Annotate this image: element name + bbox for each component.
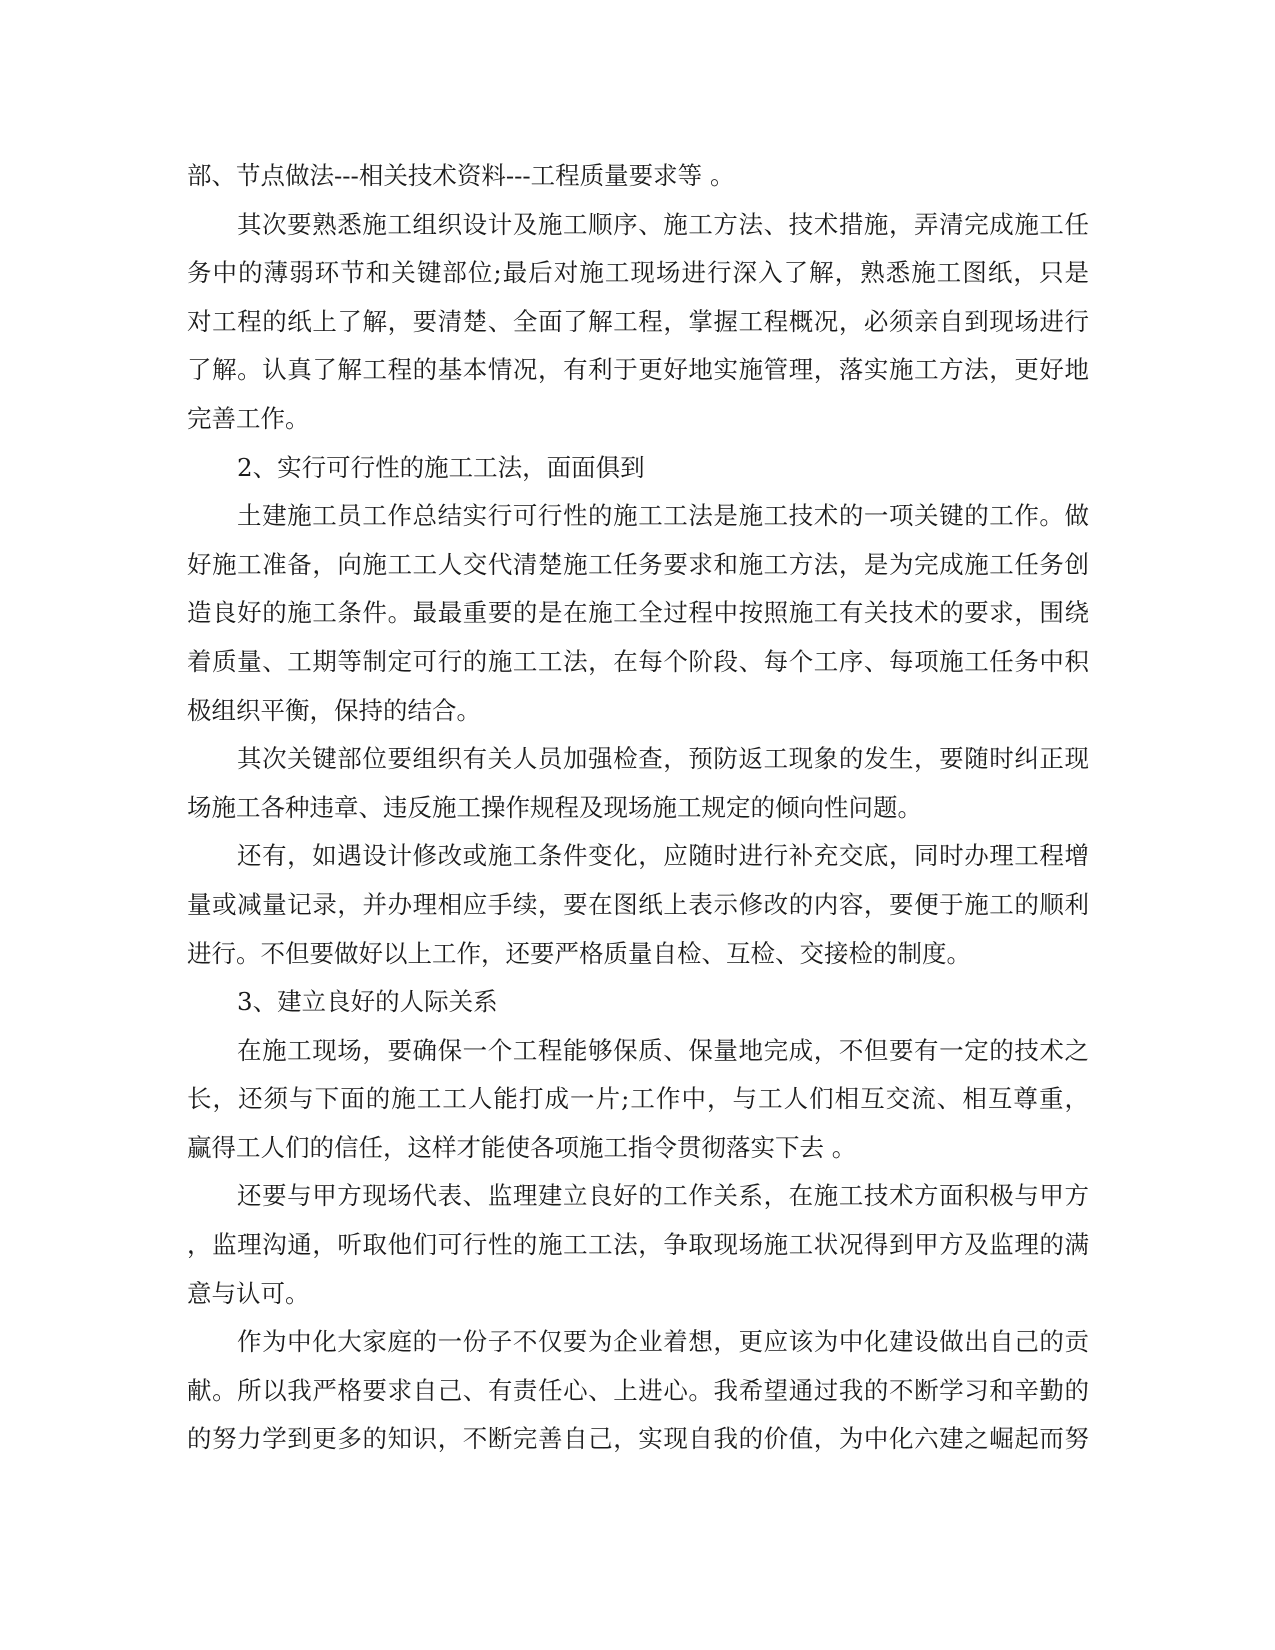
text-line: 完善工作。 xyxy=(187,403,310,433)
text-line: 场施工各种违章、违反施工操作规程及现场施工规定的倾向性问题。 xyxy=(187,792,922,822)
text-line: 2、实行可行性的施工工法，面面俱到 xyxy=(237,452,645,482)
text-line: 在施工现场，要确保一个工程能够保质、保量地完成，不但要有一定的技术之 xyxy=(237,1035,1089,1065)
text-line: 赢得工人们的信任，这样才能使各项施工指令贯彻落实下去 。 xyxy=(187,1132,857,1162)
text-line: 其次关键部位要组织有关人员加强检查，预防返工现象的发生，要随时纠正现 xyxy=(237,744,1089,774)
text-line: 进行。不但要做好以上工作，还要严格质量自检、互检、交接检的制度。 xyxy=(187,938,971,968)
text-line: 意与认可。 xyxy=(187,1278,310,1308)
text-line: 土建施工员工作总结实行可行性的施工工法是施工技术的一项关键的工作。做 xyxy=(237,501,1089,531)
text-line: 量或减量记录，并办理相应手续，要在图纸上表示修改的内容，要便于施工的顺利 xyxy=(187,889,1089,919)
text-line: 3、建立良好的人际关系 xyxy=(237,987,498,1017)
text-line: 部、节点做法---相关技术资料---工程质量要求等 。 xyxy=(187,161,735,190)
text-line: 对工程的纸上了解，要清楚、全面了解工程，掌握工程概况，必须亲自到现场进行 xyxy=(187,306,1089,336)
text-line: 的努力学到更多的知识，不断完善自己，实现自我的价值，为中化六建之崛起而努 xyxy=(187,1424,1089,1454)
text-line: 极组织平衡，保持的结合。 xyxy=(187,695,481,725)
text-line: 还要与甲方现场代表、监理建立良好的工作关系，在施工技术方面积极与甲方 xyxy=(237,1181,1089,1211)
text-line: 务中的薄弱环节和关键部位;最后对施工现场进行深入了解，熟悉施工图纸，只是 xyxy=(187,258,1089,288)
text-line: 着质量、工期等制定可行的施工工法，在每个阶段、每个工序、每项施工任务中积 xyxy=(187,646,1089,676)
text-line: 作为中化大家庭的一份子不仅要为企业着想，更应该为中化建设做出自己的贡 xyxy=(237,1327,1089,1357)
document-body xyxy=(187,152,1089,1464)
text-line: 好施工准备，向施工工人交代清楚施工任务要求和施工方法，是为完成施工任务创 xyxy=(187,549,1089,579)
text-line: 长，还须与下面的施工工人能打成一片;工作中，与工人们相互交流、相互尊重， xyxy=(187,1084,1089,1114)
text-line: 造良好的施工条件。最最重要的是在施工全过程中按照施工有关技术的要求，围绕 xyxy=(187,598,1089,628)
text-line: 了解。认真了解工程的基本情况，有利于更好地实施管理，落实施工方法，更好地 xyxy=(187,355,1089,385)
text-line: 献。所以我严格要求自己、有责任心、上进心。我希望通过我的不断学习和辛勤的 xyxy=(187,1375,1089,1405)
text-line: ，监理沟通，听取他们可行性的施工工法，争取现场施工状况得到甲方及监理的满 xyxy=(187,1230,1089,1260)
text-line: 其次要熟悉施工组织设计及施工顺序、施工方法、技术措施，弄清完成施工任 xyxy=(237,209,1089,239)
text-line: 还有，如遇设计修改或施工条件变化，应随时进行补充交底，同时办理工程增 xyxy=(237,841,1089,871)
